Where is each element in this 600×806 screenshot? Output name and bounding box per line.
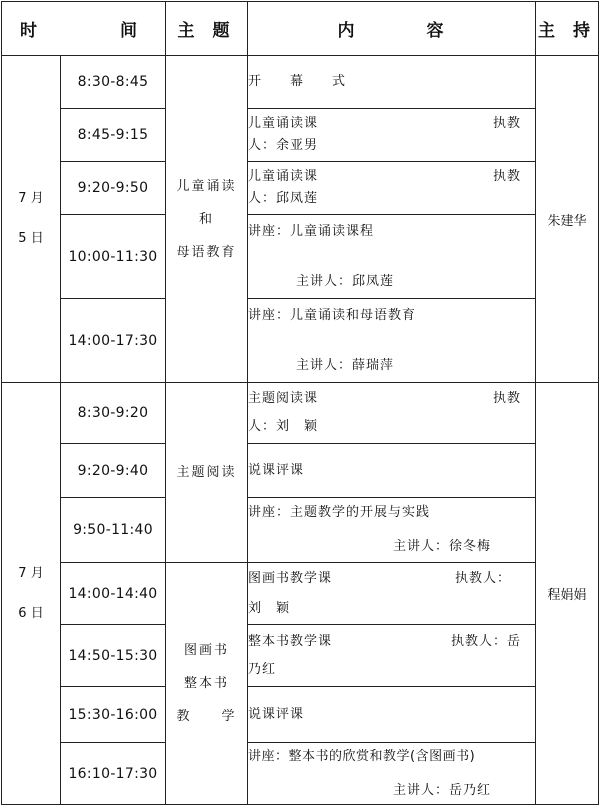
date-day: 6 日 (18, 605, 44, 621)
header-row (2, 2, 599, 56)
content-text: 人：刘 颖 (248, 419, 319, 434)
time-cell: 14:50-15:30 (61, 625, 166, 687)
time-cell: 9:20-9:50 (61, 162, 166, 215)
content-text: 执教 (492, 391, 521, 406)
date-cell-day2 (2, 383, 61, 805)
header-time-char-1: 时 (20, 21, 39, 41)
date-month: 7 月 (18, 565, 44, 581)
schedule-table (1, 1, 599, 805)
table-row (2, 383, 599, 444)
content-text: 讲座：整本书的欣赏和教学(含图画书) (248, 748, 476, 764)
content-line (248, 631, 535, 653)
content-text: 讲座：儿童诵读课程 (248, 223, 375, 239)
header-content-char-2: 容 (426, 21, 446, 41)
content-text: 执教 (492, 116, 521, 131)
content-text: 讲座：儿童诵读和母语教育 (248, 307, 417, 323)
header-content (248, 2, 536, 56)
content-text: 主题阅读课 (248, 391, 319, 406)
time-cell: 8:30-8:45 (61, 56, 166, 109)
time-cell: 8:30-9:20 (61, 383, 166, 444)
time-cell: 16:10-17:30 (61, 743, 166, 805)
content-text: 图画书教学课 (248, 570, 333, 586)
content-text: 主讲人：徐冬梅 (393, 539, 492, 554)
time-cell: 14:00-14:40 (61, 563, 166, 625)
content-text: 执教人： (454, 570, 511, 586)
content-line (248, 113, 535, 135)
date-month: 7 月 (18, 191, 44, 206)
table-row (2, 625, 599, 687)
table-row (2, 444, 599, 498)
content-text: 说课评课 (248, 462, 305, 478)
header-time (2, 2, 166, 56)
content-cell (248, 743, 536, 805)
theme-line: 儿童诵读 (176, 178, 237, 194)
content-line (248, 388, 535, 410)
content-text: 儿童诵读课 (248, 116, 319, 131)
content-text: 执教人：岳 (450, 633, 521, 649)
content-text: 说课评课 (248, 706, 305, 722)
content-cell (248, 299, 536, 383)
theme-line: 图画书 (183, 643, 229, 658)
table-row (2, 743, 599, 805)
content-text: 人：余亚男 (248, 138, 319, 153)
header-theme-label: 主 题 (177, 21, 236, 41)
content-cell (248, 162, 536, 215)
time-cell: 15:30-16:00 (61, 687, 166, 743)
content-cell (248, 215, 536, 299)
time-cell: 9:50-11:40 (61, 498, 166, 563)
content-text: 整本书教学课 (248, 633, 333, 649)
content-cell (248, 563, 536, 625)
header-theme (166, 2, 248, 56)
theme-cell-day2-books (166, 563, 248, 805)
content-text: 儿童诵读课 (248, 169, 319, 184)
host-cell-day2: 程娟娟 (536, 383, 599, 805)
time-cell: 14:00-17:30 (61, 299, 166, 383)
content-text: 执教 (492, 169, 521, 184)
table-row (2, 109, 599, 162)
table-row (2, 215, 599, 299)
table-row (2, 498, 599, 563)
content-text: 讲座：主题教学的开展与实践 (248, 505, 431, 520)
table-row (2, 563, 599, 625)
content-cell (248, 625, 536, 687)
table-row (2, 299, 599, 383)
theme-cell-day1 (166, 56, 248, 383)
date-cell-day1 (2, 56, 61, 383)
theme-line: 教 学 (176, 709, 237, 724)
theme-cell-day2-reading: 主题阅读 (166, 383, 248, 563)
content-text: 开 幕 式 (248, 74, 347, 89)
date-day: 5 日 (18, 231, 44, 246)
content-text: 主讲人：岳乃红 (393, 782, 492, 798)
time-cell: 9:20-9:40 (61, 444, 166, 498)
header-time-char-2: 间 (120, 21, 139, 41)
host-cell-day1: 朱建华 (536, 56, 599, 383)
theme-line: 整本书 (183, 676, 229, 691)
time-cell: 10:00-11:30 (61, 215, 166, 299)
content-cell (248, 109, 536, 162)
theme-line: 母语教育 (176, 244, 237, 260)
table-row (2, 56, 599, 109)
content-text: 乃红 (248, 661, 277, 677)
theme-line: 和 (198, 211, 214, 227)
content-line (248, 568, 535, 590)
content-text: 刘 颖 (248, 600, 291, 616)
content-cell (248, 444, 536, 498)
table-row (2, 687, 599, 743)
content-cell (248, 383, 536, 444)
content-text: 主讲人：邱凤莲 (296, 273, 395, 289)
header-content-char-1: 内 (337, 21, 357, 41)
header-host-label: 主 持 (538, 21, 596, 41)
header-host (536, 2, 599, 56)
content-text: 人：邱凤莲 (248, 191, 319, 206)
content-text: 主讲人：薛瑞萍 (296, 357, 395, 373)
content-line (248, 166, 535, 188)
time-cell: 8:45-9:15 (61, 109, 166, 162)
content-cell (248, 56, 536, 109)
content-cell (248, 687, 536, 743)
table-row (2, 162, 599, 215)
content-cell (248, 498, 536, 563)
